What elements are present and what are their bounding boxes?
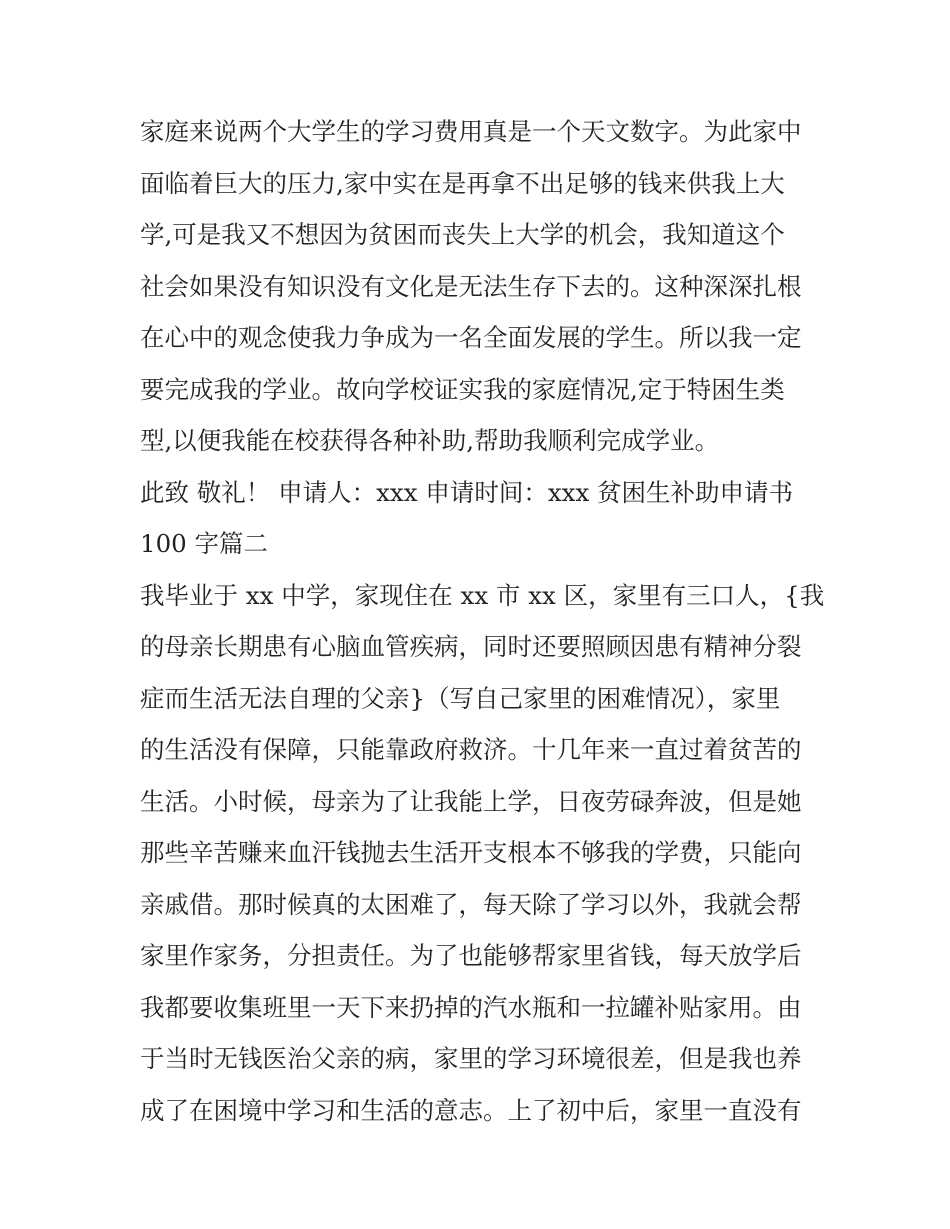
text-line: 的生活没有保障，只能靠政府救济。十几年来一直过着贫苦的 [140,735,802,764]
text-line: 家庭来说两个大学生的学习费用真是一个天文数字。为此家中 [140,117,802,146]
text-line: 于当时无钱医治父亲的病，家里的学习环境很差，但是我也养 [140,1044,802,1073]
text-line: 成了在困境中学习和生活的意志。上了初中后，家里一直没有 [140,1095,802,1125]
section-heading: 100 字篇二 [140,529,269,558]
text-line: 生活。小时候，母亲为了让我能上学，日夜劳碌奔波，但是她 [140,786,802,816]
text-line: 亲戚借。那时候真的太困难了，每天除了学习以外，我就会帮 [140,889,802,919]
text-line: 家里作家务，分担责任。为了也能够帮家里省钱，每天放学后 [140,941,802,970]
text-line: 那些辛苦赚来血汗钱抛去生活开支根本不够我的学费，只能向 [140,838,802,867]
text-line: 在心中的观念使我力争成为一名全面发展的学生。所以我一定 [140,323,802,352]
text-line: 面临着巨大的压力,家中实在是再拿不出足够的钱来供我上大 [140,168,785,198]
text-line: 学,可是我又不想因为贫困而丧失上大学的机会，我知道这个 [140,220,785,249]
text-line: 我毕业于 xx 中学，家现住在 xx 市 xx 区，家里有三口人，{我 [140,580,825,610]
text-line: 社会如果没有知识没有文化是无法生存下去的。这种深深扎根 [140,271,802,301]
text-line: 此致 敬礼！ 申请人：xxx 申请时间：xxx 贫困生补助申请书 [140,477,794,507]
body-text [140,106,830,1136]
text-line: 我都要收集班里一天下来扔掉的汽水瓶和一拉罐补贴家用。由 [140,992,802,1022]
text-line: 型,以便我能在校获得各种补助,帮助我顺利完成学业。 [140,426,720,455]
text-line: 要完成我的学业。故向学校证实我的家庭情况,定于特困生类 [140,374,785,404]
text-line: 症而生活无法自理的父亲}（写自己家里的困难情况），家里 [140,683,781,713]
text-line: 的母亲长期患有心脑血管疾病，同时还要照顾因患有精神分裂 [140,632,802,661]
